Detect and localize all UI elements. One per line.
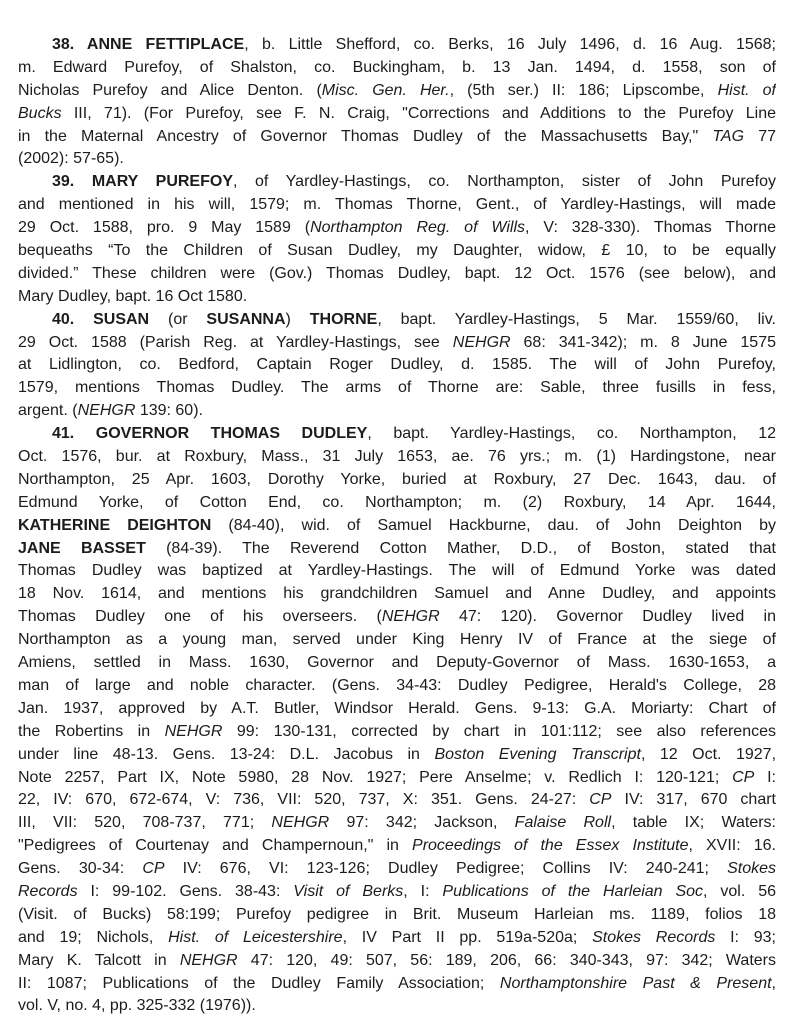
- text-run: Edmund Yorke, of Cotton End, co. Northampton; m. (2) Roxbury, 14 Apr. 1644,: [18, 493, 776, 511]
- text-line: [18, 103, 776, 126]
- text-line: [18, 812, 776, 835]
- text-run: and mentioned in his will, 1579; m. Thomas Thorne, Gent., of Yardley-Hastings, will made: [18, 196, 776, 214]
- italic-citation: Visit of Berks: [293, 882, 404, 900]
- text-run: 47: 120, 49: 507, 56: 189, 206, 66: 340-343, 97: 342; Waters: [237, 951, 776, 969]
- text-line: [18, 583, 776, 606]
- text-run: I:: [754, 768, 776, 786]
- text-run: 97: 342; Jackson,: [329, 814, 515, 832]
- text-run: , V: 328-330). Thomas Thorne: [525, 219, 776, 237]
- text-run: Mary Dudley, bapt. 16 Oct 1580.: [18, 287, 248, 305]
- text-run: , IV Part II pp. 519a-520a;: [342, 928, 593, 946]
- italic-citation: NEHGR: [271, 814, 330, 832]
- text-line: [18, 240, 776, 263]
- italic-citation: NEHGR: [164, 722, 223, 740]
- italic-citation: NEHGR: [179, 951, 238, 969]
- italic-citation: Boston Evening Transcript: [434, 745, 641, 763]
- text-run: , table IX; Waters:: [611, 814, 776, 832]
- entry-paragraph: [18, 34, 776, 171]
- bold-name: JANE BASSET: [18, 539, 146, 557]
- text-run: I: 93;: [715, 928, 776, 946]
- text-line: [18, 309, 776, 332]
- text-line: [18, 34, 776, 57]
- text-line: [18, 675, 776, 698]
- text-run: Oct. 1576, bur. at Roxbury, Mass., 31 July 1653, ae. 76 yrs.; m. (1) Hardingstone, near: [18, 448, 776, 466]
- bold-name: 39. MARY PUREFOY: [52, 173, 233, 191]
- text-run: (84-39). The Reverend Cotton Mather, D.D., of Boston, stated that: [145, 539, 776, 557]
- text-run: Thomas Dudley one of his overseers. (: [18, 608, 382, 626]
- entry-paragraph: [18, 309, 776, 423]
- text-run: Mary K. Talcott in: [18, 951, 180, 969]
- bold-name: 40. SUSAN: [52, 310, 150, 328]
- text-line: [18, 57, 776, 80]
- text-line: [18, 629, 776, 652]
- text-run: Amiens, settled in Mass. 1630, Governor and Deputy-Governor of Mass. 1630-1653, a: [18, 654, 776, 672]
- text-run: (2002): 57-65).: [18, 150, 124, 168]
- bold-name: 41. GOVERNOR THOMAS DUDLEY: [52, 425, 368, 443]
- text-run: "Pedigrees of Courtenay and Champernoun," in: [18, 837, 413, 855]
- text-run: man of large and noble character. (Gens. 34-43: Dudley Pedigree, Herald's College, 28: [18, 676, 776, 694]
- text-run: I: 99-102. Gens. 38-43:: [77, 882, 294, 900]
- text-line: [18, 835, 776, 858]
- italic-citation: Records: [18, 882, 78, 900]
- text-line: [18, 469, 776, 492]
- text-run: (Visit. of Bucks) 58:199; Purefoy pedigree in Brit. Museum Harleian ms. 1189, folios 18: [18, 905, 776, 923]
- text-run: ): [285, 310, 310, 328]
- entry-paragraph: [18, 171, 776, 308]
- text-line: [18, 263, 776, 286]
- text-run: , vol. 56: [703, 882, 776, 900]
- text-run: (or: [149, 310, 207, 328]
- text-run: , XVII: 16.: [688, 837, 776, 855]
- text-run: IV: 317, 670 chart: [611, 791, 776, 809]
- text-line: [18, 606, 776, 629]
- italic-citation: NEHGR: [77, 402, 136, 420]
- text-run: II: 1087; Publications of the Dudley Family Association;: [18, 974, 500, 992]
- text-run: , of Yardley-Hastings, co. Northampton, sister of John Purefoy: [233, 173, 776, 191]
- italic-citation: Hist. of Leicestershire: [168, 928, 343, 946]
- text-run: and 19; Nichols,: [18, 928, 169, 946]
- text-line: [18, 354, 776, 377]
- text-run: Thomas Dudley was baptized at Yardley-Hastings. The will of Edmund Yorke was dated: [18, 562, 776, 580]
- text-line: [18, 126, 776, 149]
- text-line: [18, 194, 776, 217]
- text-run: , 12 Oct. 1927,: [640, 745, 776, 763]
- text-line: [18, 171, 776, 194]
- italic-citation: Hist. of: [717, 81, 776, 99]
- italic-citation: CP: [732, 768, 755, 786]
- text-run: , bapt. Yardley-Hastings, 5 Mar. 1559/60, liv.: [377, 310, 776, 328]
- italic-citation: Northamptonshire Past & Present: [499, 974, 772, 992]
- text-run: , bapt. Yardley-Hastings, co. Northampton, 12: [367, 425, 776, 443]
- text-run: 18 Nov. 1614, and mentions his grandchildren Samuel and Anne Dudley, and appoints: [18, 585, 776, 603]
- text-line: [18, 927, 776, 950]
- text-run: Nicholas Purefoy and Alice Denton. (: [18, 81, 322, 99]
- text-line: [18, 789, 776, 812]
- text-run: IV: 676, VI: 123-126; Dudley Pedigree; Collins IV: 240-241;: [164, 860, 728, 878]
- text-line: [18, 446, 776, 469]
- text-run: argent. (: [18, 402, 78, 420]
- text-run: m. Edward Purefoy, of Shalston, co. Buckingham, b. 13 Jan. 1494, d. 1558, son of: [18, 58, 776, 76]
- italic-citation: Misc. Gen. Her.: [321, 81, 450, 99]
- italic-citation: TAG: [712, 127, 745, 145]
- text-run: 139: 60).: [135, 402, 203, 420]
- bold-name: KATHERINE DEIGHTON: [18, 516, 212, 534]
- text-line: [18, 973, 776, 996]
- text-line: [18, 698, 776, 721]
- italic-citation: Falaise Roll: [514, 814, 612, 832]
- text-line: [18, 858, 776, 881]
- text-line: [18, 538, 776, 561]
- text-run: 29 Oct. 1588, pro. 9 May 1589 (: [18, 219, 311, 237]
- text-line: [18, 881, 776, 904]
- text-run: , b. Little Shefford, co. Berks, 16 July 1496, d. 16 Aug. 1568;: [244, 36, 776, 53]
- text-line: [18, 721, 776, 744]
- bold-name: THORNE: [309, 310, 378, 328]
- italic-citation: Northampton Reg. of Wills: [310, 219, 526, 237]
- text-run: Gens. 30-34:: [18, 860, 143, 878]
- text-line: [18, 652, 776, 675]
- text-line: [18, 148, 776, 171]
- text-run: , (5th ser.) II: 186; Lipscombe,: [449, 81, 718, 99]
- genealogy-page: [18, 34, 776, 1018]
- text-line: [18, 80, 776, 103]
- italic-citation: Proceedings of the Essex Institute: [412, 837, 689, 855]
- text-run: Northampton as a young man, served under King Henry IV of France at the siege of: [18, 631, 776, 649]
- text-run: Northampton, 25 Apr. 1603, Dorothy Yorke, buried at Roxbury, 27 Dec. 1643, dau. of: [18, 470, 776, 488]
- text-run: in the Maternal Ancestry of Governor Thomas Dudley of the Massachusetts Bay,": [18, 127, 713, 145]
- italic-citation: Stokes: [727, 860, 776, 878]
- bold-name: SUSANNA: [206, 310, 286, 328]
- text-run: divided.” These children were (Gov.) Thomas Dudley, bapt. 12 Oct. 1576 (see below), and: [18, 264, 776, 282]
- italic-citation: Bucks: [18, 104, 62, 122]
- text-line: [18, 950, 776, 973]
- text-run: III, 71). (For Purefoy, see F. N. Craig, "Corrections and Additions to the Purefoy Line: [61, 104, 776, 122]
- text-run: 68: 341-342); m. 8 June 1575: [510, 333, 776, 351]
- text-line: [18, 515, 776, 538]
- text-line: [18, 995, 776, 1018]
- text-line: [18, 492, 776, 515]
- text-run: 22, IV: 670, 672-674, V: 736, VII: 520, 737, X: 351. Gens. 24-27:: [18, 791, 590, 809]
- italic-citation: NEHGR: [452, 333, 511, 351]
- text-run: ,: [771, 974, 776, 992]
- text-line: [18, 332, 776, 355]
- text-line: [18, 904, 776, 927]
- text-run: 77: [744, 127, 776, 145]
- text-run: bequeaths “To the Children of Susan Dudley, my Daughter, widow, £ 10, to be equally: [18, 242, 776, 260]
- text-line: [18, 560, 776, 583]
- entry-paragraph: [18, 423, 776, 1018]
- text-run: under line 48-13. Gens. 13-24: D.L. Jacobus in: [18, 745, 435, 763]
- text-run: 29 Oct. 1588 (Parish Reg. at Yardley-Hastings, see: [18, 333, 453, 351]
- text-run: (84-40), wid. of Samuel Hackburne, dau. of John Deighton by: [211, 516, 776, 534]
- text-run: Note 2257, Part IX, Note 5980, 28 Nov. 1927; Pere Anselme; v. Redlich I: 120-121;: [18, 768, 733, 786]
- text-line: [18, 423, 776, 446]
- text-run: vol. V, no. 4, pp. 325-332 (1976)).: [18, 997, 256, 1015]
- italic-citation: CP: [589, 791, 612, 809]
- text-run: III, VII: 520, 708-737, 771;: [18, 814, 272, 832]
- text-run: , I:: [403, 882, 443, 900]
- text-line: [18, 286, 776, 309]
- text-run: Jan. 1937, approved by A.T. Butler, Windsor Herald. Gens. 9-13: G.A. Moriarty: Chart of: [18, 699, 776, 717]
- text-run: 47: 120). Governor Dudley lived in: [439, 608, 776, 626]
- italic-citation: Stokes Records: [592, 928, 716, 946]
- text-line: [18, 377, 776, 400]
- text-line: [18, 767, 776, 790]
- text-line: [18, 217, 776, 240]
- text-line: [18, 744, 776, 767]
- text-run: 1579, mentions Thomas Dudley. The arms of Thorne are: Sable, three fusills in fess,: [18, 379, 776, 397]
- text-run: 99: 130-131, corrected by chart in 101:112; see also references: [222, 722, 776, 740]
- text-run: the Robertins in: [18, 722, 165, 740]
- italic-citation: NEHGR: [381, 608, 440, 626]
- italic-citation: CP: [142, 860, 165, 878]
- italic-citation: Publications of the Harleian Soc: [442, 882, 704, 900]
- bold-name: 38. ANNE FETTIPLACE: [52, 36, 245, 53]
- text-run: at Lidlington, co. Bedford, Captain Roger Dudley, d. 1585. The will of John Purefoy,: [18, 356, 776, 374]
- text-line: [18, 400, 776, 423]
